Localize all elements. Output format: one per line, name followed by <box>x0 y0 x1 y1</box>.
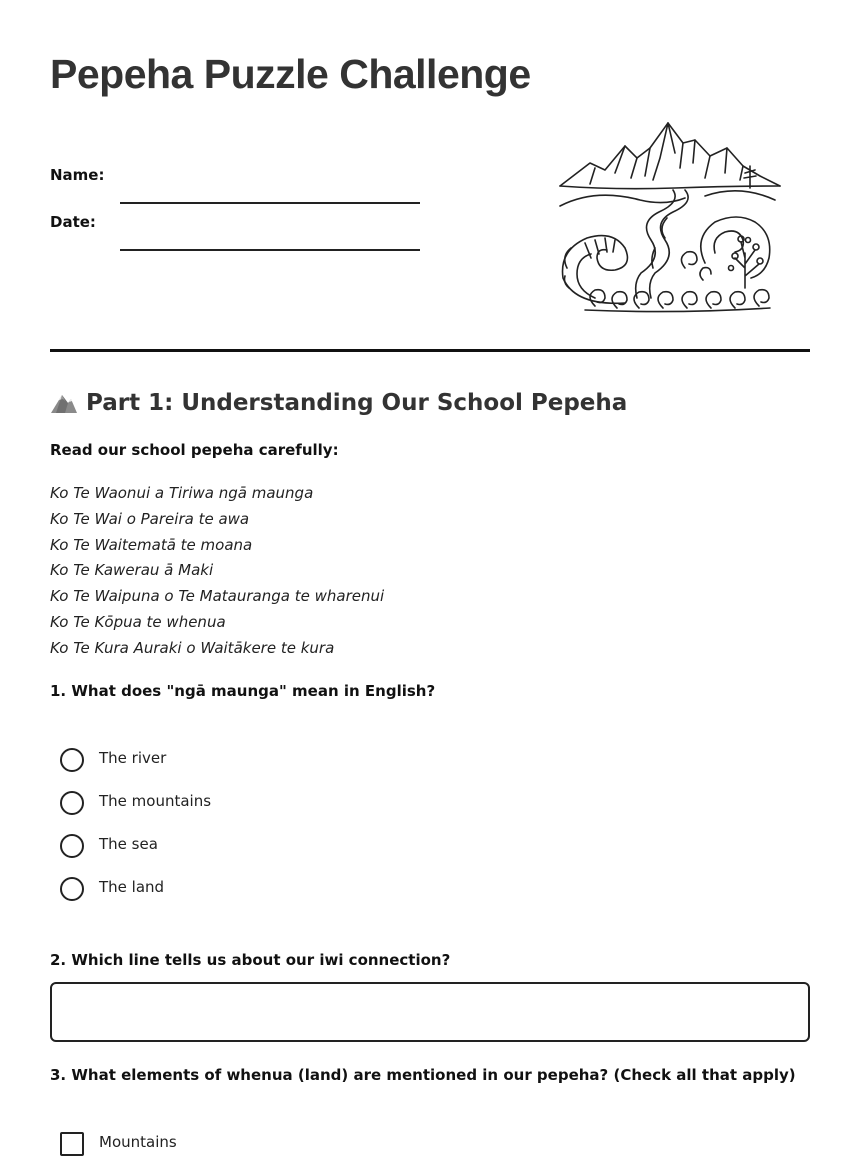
name-field-row <box>50 166 420 190</box>
date-field[interactable] <box>120 227 420 251</box>
question-3: 3. What elements of whenua (land) are mentioned in our pepeha? (Check all that apply) <box>50 1066 796 1084</box>
option-label: The river <box>99 749 167 767</box>
radio-button[interactable] <box>60 834 84 858</box>
radio-button[interactable] <box>60 748 84 772</box>
page-title: Pepeha Puzzle Challenge <box>50 51 531 97</box>
option-label: The land <box>99 878 165 896</box>
radio-button[interactable] <box>60 791 84 815</box>
pepeha-line: Ko Te Waitematā te moana <box>50 535 253 554</box>
name-label: Name: <box>50 166 105 184</box>
pepeha-line: Ko Te Kura Auraki o Waitākere te kura <box>50 638 335 657</box>
date-field-row <box>50 213 420 237</box>
question-1: 1. What does "ngā maunga" mean in English? <box>50 682 436 700</box>
question-2: 2. Which line tells us about our iwi connection? <box>50 951 451 969</box>
radio-button[interactable] <box>60 877 84 901</box>
option-label: The sea <box>99 835 158 853</box>
date-label: Date: <box>50 213 96 231</box>
pepeha-line: Ko Te Waipuna o Te Matauranga te wharenui <box>50 587 385 606</box>
header-divider <box>50 349 810 352</box>
checkbox[interactable] <box>60 1132 84 1156</box>
pepeha-line: Ko Te Kōpua te whenua <box>50 612 226 631</box>
pepeha-text <box>50 481 384 662</box>
name-field[interactable] <box>120 180 420 204</box>
worksheet-page <box>50 0 810 1151</box>
pepeha-line: Ko Te Waonui a Tiriwa ngā maunga <box>50 484 314 502</box>
option-label: Mountains <box>99 1133 177 1151</box>
mountain-icon <box>50 390 78 414</box>
mountains-river-illustration <box>555 118 785 313</box>
question-2-answer-box[interactable] <box>50 982 810 1042</box>
pepeha-line: Ko Te Kawerau ā Maki <box>50 561 214 580</box>
pepeha-intro: Read our school pepeha carefully: <box>50 441 339 459</box>
option-label: The mountains <box>99 792 212 810</box>
pepeha-line: Ko Te Wai o Pareira te awa <box>50 509 250 528</box>
section-title-part1: Part 1: Understanding Our School Pepeha <box>50 390 627 416</box>
worksheet-header <box>50 0 810 352</box>
